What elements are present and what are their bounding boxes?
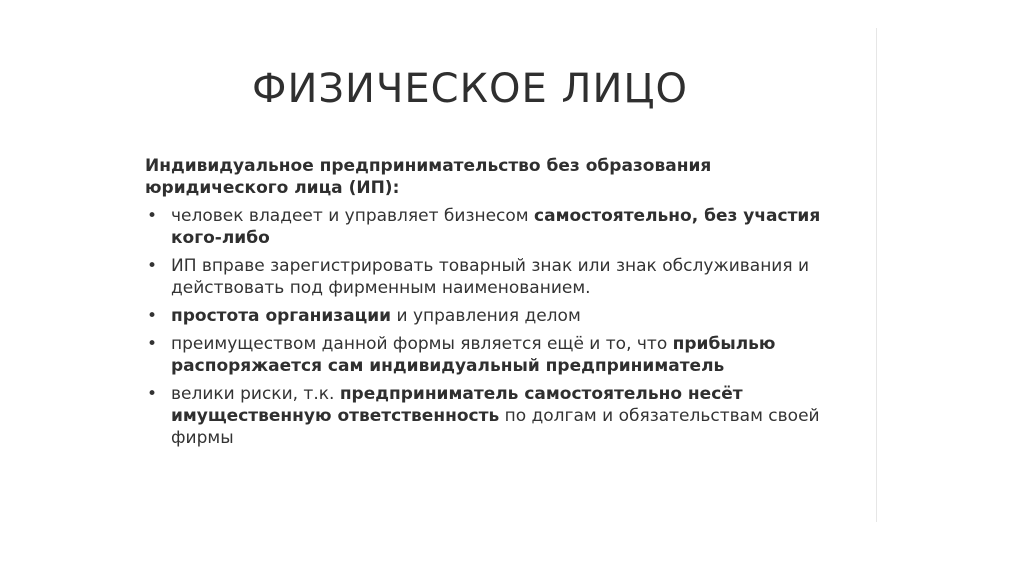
bullet-icon: • <box>147 306 158 326</box>
bullet-item <box>145 205 835 249</box>
bullet-item <box>145 333 835 377</box>
slide-content <box>145 155 835 455</box>
bullet-icon: • <box>147 334 158 354</box>
bullet-text: по долгам и обязательствам своей фирмы <box>171 406 820 448</box>
bullet-emphasis: простота организации <box>171 306 392 326</box>
bullet-text: человек владеет и управляет бизнесом <box>171 206 535 226</box>
bullet-item <box>145 305 835 327</box>
bullet-text: преимуществом данной формы является ещё и то, что <box>171 334 673 354</box>
bullet-item <box>145 255 835 299</box>
bullet-icon: • <box>147 206 158 226</box>
bullet-icon: • <box>147 256 158 276</box>
bullet-text: и управления делом <box>391 306 581 326</box>
slide-title: ФИЗИЧЕСКОЕ ЛИЦО <box>252 66 688 112</box>
bullet-emphasis: предприниматель самостоятельно несёт имущественную ответственность <box>171 384 743 426</box>
bullet-item <box>145 383 835 449</box>
bullet-text: ИП вправе зарегистрировать товарный знак или знак обслуживания и действовать под фирменным наименованием. <box>171 256 810 298</box>
bullet-icon: • <box>147 384 158 404</box>
slide-subtitle: Индивидуальное предпринимательство без образования юридического лица (ИП): <box>145 156 712 198</box>
bullet-emphasis: самостоятельно, без участия кого-либо <box>171 206 821 248</box>
bullet-list <box>145 205 835 449</box>
bullet-text: велики риски, т.к. <box>171 384 340 404</box>
bullet-emphasis: прибылью распоряжается сам индивидуальный предприниматель <box>171 334 776 376</box>
